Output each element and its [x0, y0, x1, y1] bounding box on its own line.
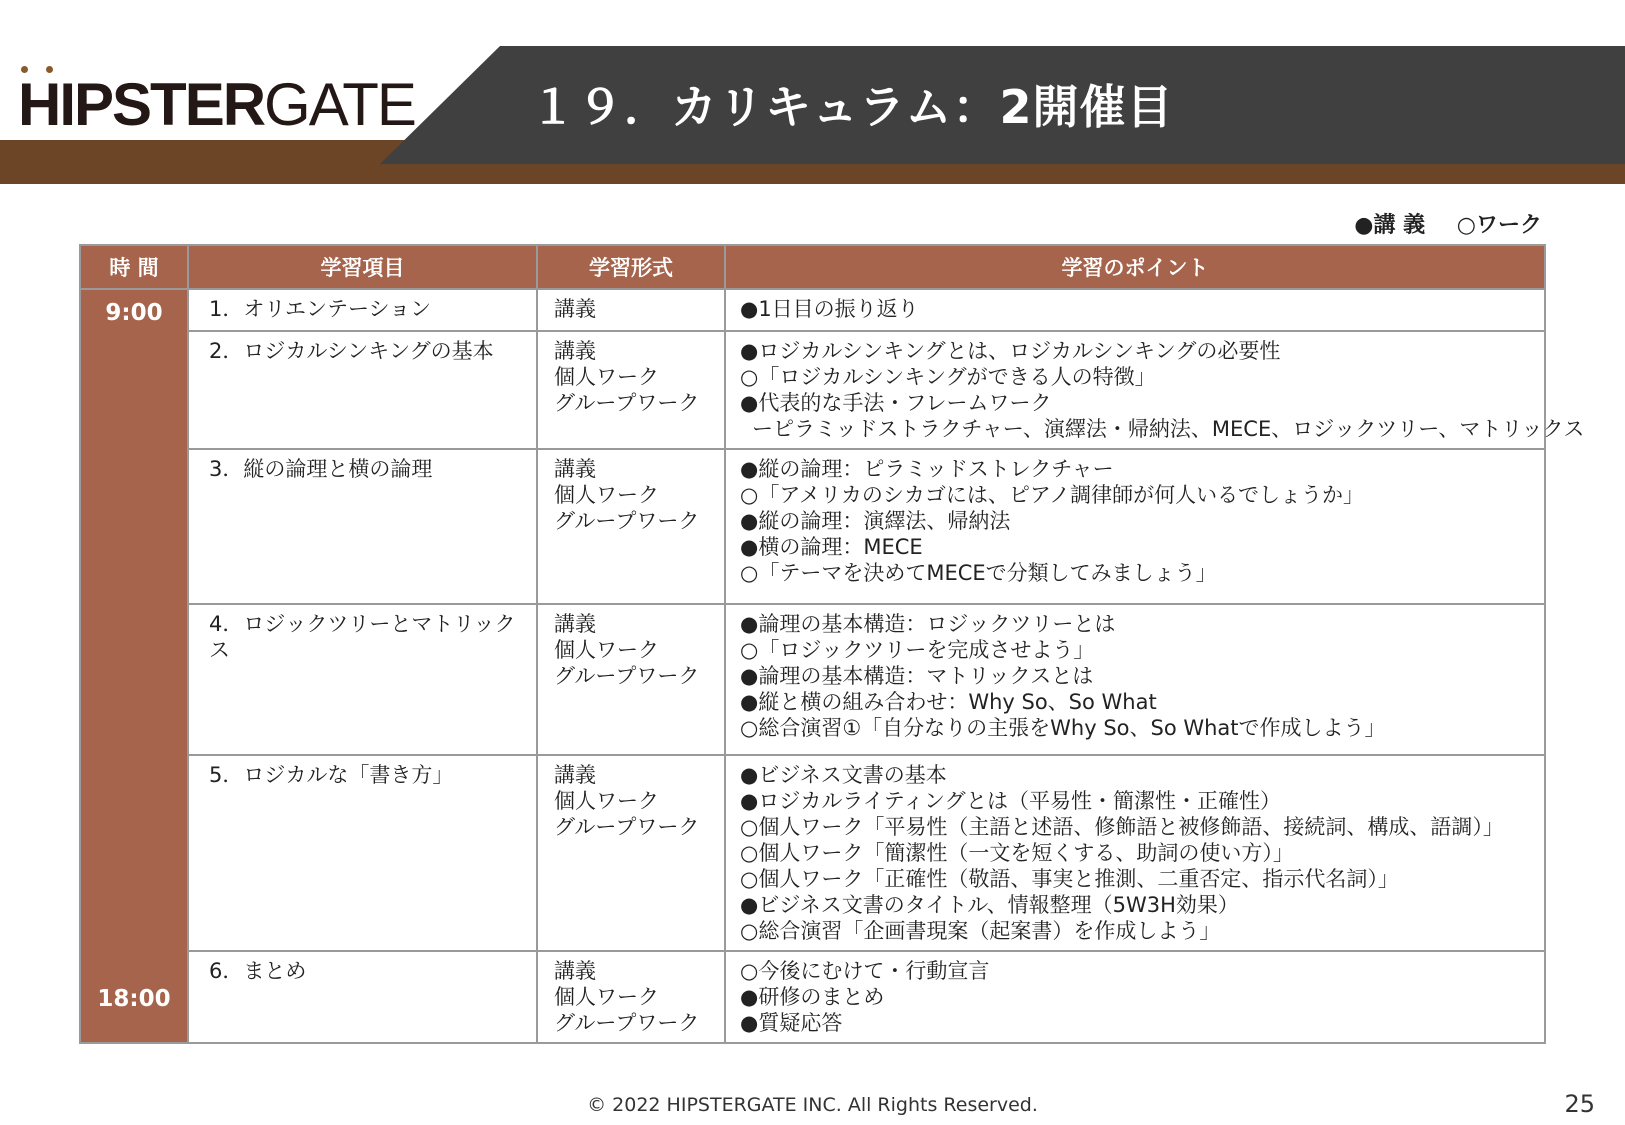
point-line: ●縦と横の組み合わせ：Why So、So What	[740, 690, 1157, 714]
format-line: 講義	[554, 763, 596, 787]
legend-lecture: ●講 義	[1354, 213, 1426, 238]
learning-format	[537, 331, 725, 449]
format-line: グループワーク	[554, 509, 700, 533]
learning-points	[725, 449, 1545, 604]
point-line: ●ビジネス文書のタイトル、情報整理（5W3H効果）	[740, 893, 1239, 917]
point-line: ○「テーマを決めてMECEで分類してみましょう」	[740, 561, 1217, 585]
header-time: 時 間	[80, 245, 188, 289]
format-line: 個人ワーク	[554, 365, 659, 389]
point-line: ○個人ワーク「簡潔性（一文を短くする、助詞の使い方）」	[740, 841, 1294, 865]
learning-points	[725, 604, 1545, 755]
header-points: 学習のポイント	[725, 245, 1545, 289]
point-line: ●研修のまとめ	[740, 985, 885, 1009]
format-line: 個人ワーク	[554, 789, 659, 813]
table-row	[80, 449, 1545, 604]
table-row	[80, 331, 1545, 449]
format-line: グループワーク	[554, 1011, 700, 1035]
format-line: グループワーク	[554, 391, 700, 415]
format-line: 講義	[554, 612, 596, 636]
table-row	[80, 755, 1545, 951]
point-line: ●縦の論理：ピラミッドストレクチャー	[740, 457, 1114, 481]
format-line: 個人ワーク	[554, 638, 659, 662]
time-start: 9:00	[105, 300, 163, 326]
learning-item: 3．縦の論理と横の論理	[188, 449, 537, 604]
learning-format	[537, 604, 725, 755]
point-line: ○「ロジカルシンキングができる人の特徴」	[740, 365, 1156, 389]
format-line: 講義	[554, 297, 596, 321]
company-logo	[18, 66, 415, 138]
header-item: 学習項目	[188, 245, 537, 289]
learning-format	[537, 951, 725, 1043]
copyright: © 2022 HIPSTERGATE INC. All Rights Reserved.	[587, 1094, 1038, 1116]
page-number: 25	[1564, 1090, 1595, 1118]
legend-work: ○ワーク	[1456, 213, 1542, 238]
format-line: 個人ワーク	[554, 985, 659, 1009]
point-line: ●ロジカルシンキングとは、ロジカルシンキングの必要性	[740, 339, 1281, 363]
learning-format	[537, 449, 725, 604]
point-line: ●ロジカルライティングとは（平易性・簡潔性・正確性）	[740, 789, 1282, 813]
time-end: 18:00	[97, 986, 171, 1012]
point-line: ○総合演習「企画書現案（起案書）を作成しよう」	[740, 919, 1221, 943]
point-line: ○総合演習①「自分なりの主張をWhy So、So Whatで作成しよう」	[740, 716, 1386, 740]
format-line: 個人ワーク	[554, 483, 659, 507]
header-format: 学習形式	[537, 245, 725, 289]
learning-points	[725, 331, 1585, 449]
point-line: ●縦の論理：演繹法、帰納法	[740, 509, 1011, 533]
learning-points	[725, 289, 1545, 331]
point-line: ○「ロジックツリーを完成させよう」	[740, 638, 1095, 662]
learning-format	[537, 289, 725, 331]
format-line: 講義	[554, 339, 596, 363]
table-row	[80, 604, 1545, 755]
time-cell	[80, 289, 188, 1043]
point-line: ○「アメリカのシカゴには、ピアノ調律師が何人いるでしょうか」	[740, 483, 1364, 507]
table-row	[80, 951, 1545, 1043]
format-line: 講義	[554, 457, 596, 481]
format-line: グループワーク	[554, 815, 700, 839]
learning-item: 6．まとめ	[188, 951, 537, 1043]
point-line: ○今後にむけて・行動宣言	[740, 959, 990, 983]
point-line: ○個人ワーク「平易性（主語と述語、修飾語と被修飾語、接続詞、構成、語調）」	[740, 815, 1504, 839]
learning-points	[725, 755, 1545, 951]
point-line: ーピラミッドストラクチャー、演繹法・帰納法、MECE、ロジックツリー、マトリックス	[752, 417, 1585, 441]
format-line: 講義	[554, 959, 596, 983]
point-line: ●代表的な手法・フレームワーク	[740, 391, 1052, 415]
curriculum-table	[79, 244, 1585, 1044]
format-line: グループワーク	[554, 664, 700, 688]
point-line: ○個人ワーク「正確性（敬語、事実と推測、二重否定、指示代名詞）」	[740, 867, 1399, 891]
page-title: １９．カリキュラム：2開催目	[530, 80, 1174, 134]
learning-item: 5．ロジカルな「書き方」	[188, 755, 537, 951]
point-line: ●論理の基本構造：マトリックスとは	[740, 664, 1094, 688]
learning-item: 4．ロジックツリーとマトリックス	[188, 604, 537, 755]
learning-item: 2．ロジカルシンキングの基本	[188, 331, 537, 449]
logo-text: HIPSTERGATE	[18, 71, 415, 138]
table-row	[80, 289, 1545, 331]
point-line: ●ビジネス文書の基本	[740, 763, 947, 787]
learning-item: 1．オリエンテーション	[188, 289, 537, 331]
learning-format	[537, 755, 725, 951]
point-line: ●質疑応答	[740, 1011, 843, 1035]
legend	[1330, 208, 1542, 239]
learning-points	[725, 951, 1545, 1043]
point-line: ●横の論理：MECE	[740, 535, 923, 559]
table-header-row	[80, 245, 1545, 289]
point-line: ●1日目の振り返り	[740, 297, 919, 321]
point-line: ●論理の基本構造：ロジックツリーとは	[740, 612, 1116, 636]
